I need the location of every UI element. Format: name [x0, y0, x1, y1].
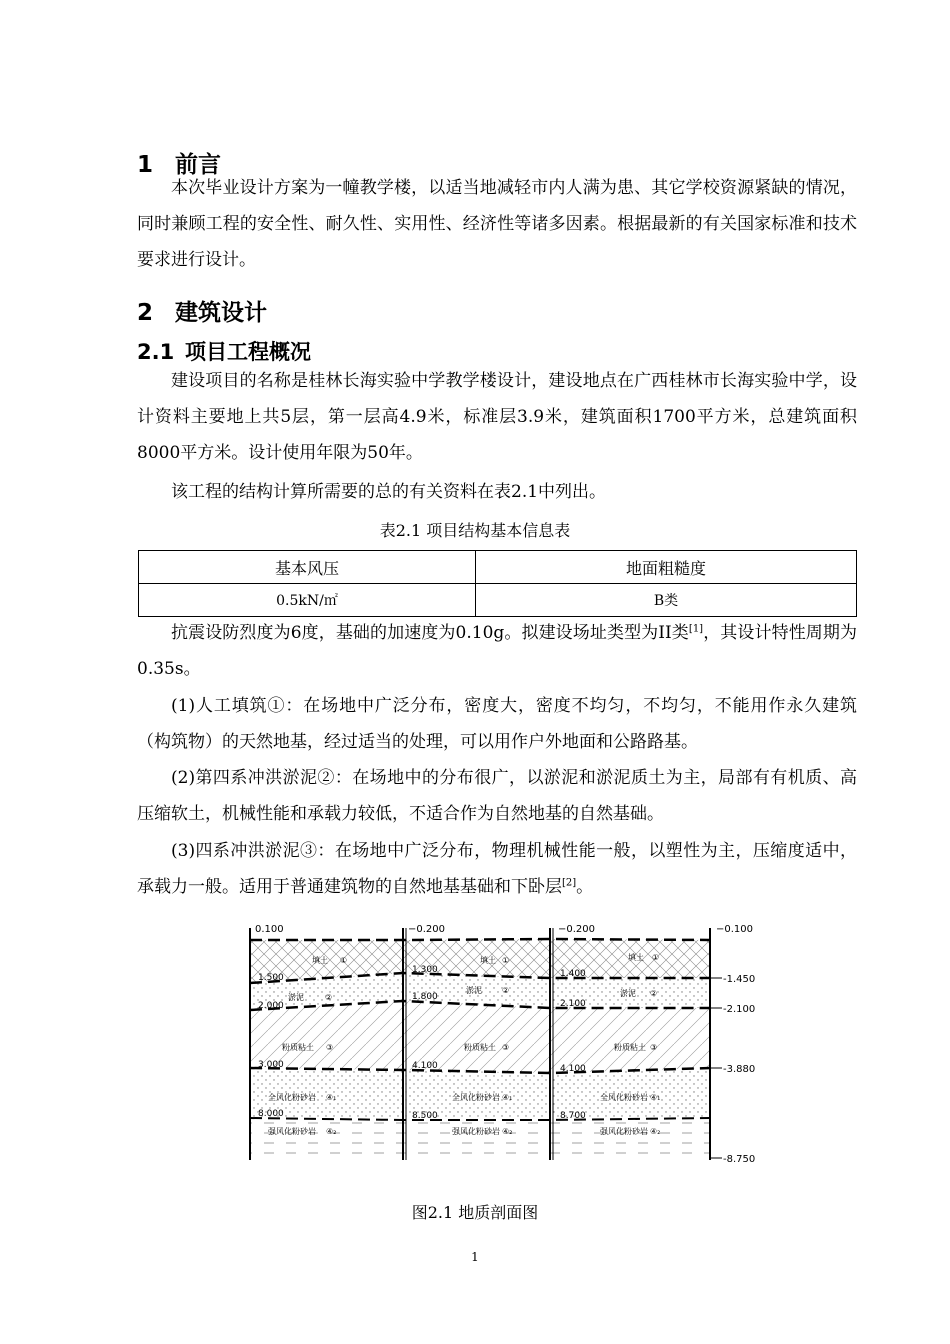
top-label: −0.200 — [408, 924, 446, 935]
layer-name: 淤泥 — [288, 993, 304, 1002]
layer-name: 填土 — [628, 953, 644, 962]
layer-mark: ② — [650, 989, 658, 998]
info-table — [138, 550, 857, 617]
depth-label: 8.700 — [560, 1111, 586, 1121]
layer-name: 填土 — [480, 956, 496, 965]
layer-mark: ④₁ — [326, 1093, 337, 1102]
section-title: 前言 — [175, 152, 221, 178]
layer-name: 强风化粉砂岩 — [600, 1127, 648, 1136]
layer-mark: ④₁ — [502, 1093, 513, 1102]
table-header-row — [139, 551, 857, 584]
depth-label: 2.100 — [560, 999, 586, 1009]
layer-name: 粉质粘土 — [464, 1043, 496, 1052]
soil-item-2: (2)第四系冲洪淤泥②：在场地中的分布很广，以淤泥和淤泥质土为主，局部有有机质、高压缩软土，机械性能和承载力较低，不适合作为自然地基的自然基础。 — [137, 768, 857, 824]
soil-item-text: (3)四系冲洪淤泥③：在场地中广泛分布，物理机械性能一般，以塑性为主，压缩度适中，承载力一般。适用于普通建筑物的自然地基基础和下卧层 — [137, 841, 857, 897]
top-label: 0.100 — [255, 924, 284, 935]
layer-mark: ③ — [502, 1043, 510, 1052]
table-row — [139, 584, 857, 617]
right-label: -2.100 — [723, 1004, 756, 1015]
layer-name: 填土 — [312, 956, 328, 965]
table-caption: 表2.1 项目结构基本信息表 — [379, 521, 571, 540]
table-reference-paragraph: 该工程的结构计算所需要的总的有关资料在表2.1中列出。 — [171, 482, 607, 502]
depth-label: 2.000 — [258, 1001, 284, 1011]
layer-mark: ① — [502, 956, 510, 965]
geological-section-figure — [240, 918, 760, 1173]
layer-mark: ④₁ — [650, 1093, 661, 1102]
soil-item-1: (1)人工填筑①：在场地中广泛分布，密度大，密度不均匀，不均匀，不能用作永久建筑（构筑物）的天然地基，经过适当的处理，可以用作户外地面和公路路基。 — [137, 696, 857, 752]
layer-mark: ④₂ — [650, 1127, 661, 1136]
layer-mark: ② — [502, 986, 510, 995]
figure-caption: 图2.1 地质剖面图 — [411, 1203, 539, 1222]
citation: [2] — [562, 877, 577, 889]
table-cell: B类 — [476, 584, 857, 617]
layer-name: 淤泥 — [620, 989, 636, 998]
layer-mark: ① — [340, 956, 348, 965]
layer-mark: ① — [652, 953, 660, 962]
layer-mark: ④₂ — [502, 1127, 513, 1136]
layer-name: 全风化粉砂岩 — [268, 1093, 316, 1102]
seismic-text-tail: ，其设计特性周期为0.35s。 — [137, 623, 858, 679]
overview-paragraph: 建设项目的名称是桂林长海实验中学教学楼设计，建设地点在广西桂林市长海实验中学，设计资料主要地上共5层，第一层高4.9米，标准层3.9米，建筑面积1700平方米，总建筑面积8000平方米。设计使用年限为50年。 — [137, 371, 857, 463]
layer-name: 全风化粉砂岩 — [600, 1093, 648, 1102]
subsection-title: 项目工程概况 — [185, 340, 311, 364]
section-number: 1 — [137, 152, 154, 178]
right-label: -1.450 — [723, 974, 756, 985]
depth-label: 1.300 — [412, 965, 438, 975]
table-header-cell: 基本风压 — [139, 551, 476, 584]
section-title: 建筑设计 — [175, 300, 267, 326]
layer-name: 粉质粘土 — [282, 1043, 314, 1052]
layer-name: 淤泥 — [466, 986, 482, 995]
top-label: −0.100 — [716, 924, 754, 935]
depth-label: 4.100 — [412, 1061, 438, 1071]
top-label: −0.200 — [558, 924, 596, 935]
depth-label: 3.000 — [258, 1060, 284, 1070]
layer-name: 全风化粉砂岩 — [452, 1093, 500, 1102]
section-heading-2 — [137, 294, 267, 327]
seismic-text: 抗震设防烈度为6度，基础的加速度为0.10g。拟建设场址类型为II类 — [171, 623, 689, 643]
section-number: 2 — [137, 300, 154, 326]
layer-name: 粉质粘土 — [614, 1043, 646, 1052]
right-label: -8.750 — [723, 1154, 756, 1165]
depth-label: 1.500 — [258, 973, 284, 983]
depth-label: 1.400 — [560, 969, 586, 979]
depth-label: 1.800 — [412, 992, 438, 1002]
depth-label: 8.500 — [412, 1111, 438, 1121]
soil-item-tail: 。 — [576, 877, 594, 897]
subsection-heading-2-1 — [137, 336, 311, 366]
layer-mark: ③ — [326, 1043, 334, 1052]
table-cell: 0.5kN/㎡ — [139, 584, 476, 617]
page-number: 1 — [471, 1250, 479, 1264]
seismic-paragraph — [137, 615, 857, 687]
depth-label: 4.100 — [560, 1064, 586, 1074]
depth-label: 8.000 — [258, 1109, 284, 1119]
soil-item-3 — [137, 833, 857, 905]
citation: [1] — [688, 623, 704, 635]
layer-mark: ④₂ — [326, 1127, 337, 1136]
subsection-number: 2.1 — [137, 340, 175, 364]
layer-mark: ③ — [650, 1043, 658, 1052]
layer-mark: ② — [325, 993, 333, 1002]
right-label: -3.880 — [723, 1064, 756, 1075]
table-header-cell: 地面粗糙度 — [476, 551, 857, 584]
layer-name: 强风化粉砂岩 — [452, 1127, 500, 1136]
intro-paragraph: 本次毕业设计方案为一幢教学楼，以适当地减轻市内人满为患、其它学校资源紧缺的情况，同时兼顾工程的安全性、耐久性、实用性、经济性等诸多因素。根据最新的有关国家标准和技术要求进行设计。 — [137, 178, 857, 270]
layer-name: 强风化粉砂岩 — [268, 1127, 316, 1136]
